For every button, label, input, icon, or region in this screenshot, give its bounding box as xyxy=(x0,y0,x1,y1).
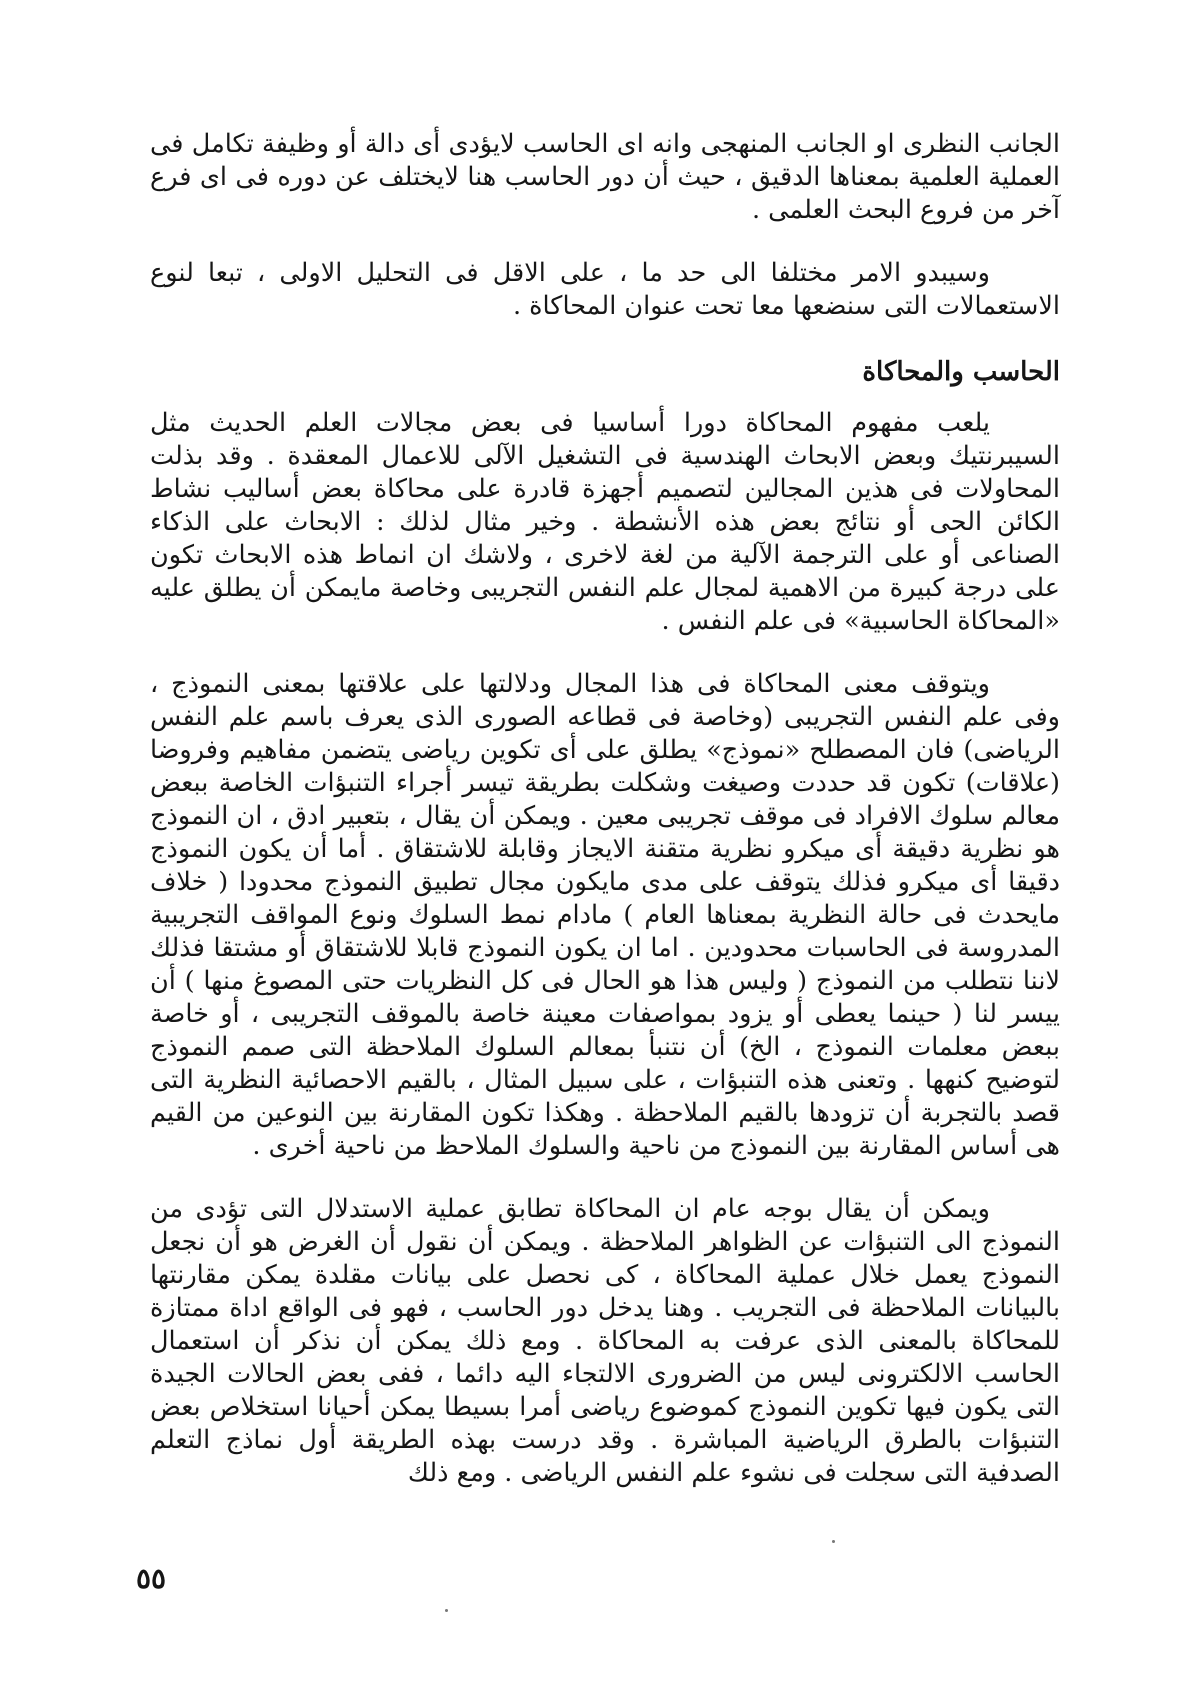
paragraph-gap xyxy=(150,323,1060,353)
page-text-body xyxy=(150,128,1060,1490)
paragraph-body-1: يلعب مفهوم المحاكاة دورا أساسيا فى بعض مجالات العلم الحديث مثل السيبرنتيك وبعض الابحاث الهندسية فى التشغيل الآلى للاعمال المعقدة . وقد بذلت المحاولات فى هذين المجالين لتصميم أجهزة قادرة على محاكاة بعض أساليب نشاط الكائن الحى أو نتائج بعض هذه الأنشطة . وخير مثال لذلك : الابحاث على الذكاء الصناعى أو على الترجمة الآلية من لغة لاخرى ، ولاشك ان انماط هذه الابحاث تكون على درجة كبيرة من الاهمية لمجال علم النفس التجريبى وخاصة مايمكن أن يطلق عليه «المحاكاة الحاسبية» فى علم النفس . xyxy=(150,408,1060,636)
paragraph-gap xyxy=(150,638,1060,668)
paragraph-intro-1: الجانب النظرى او الجانب المنهجى وانه اى الحاسب لايؤدى أى دالة أو وظيفة تكامل فى العملية العلمية بمعناها الدقيق ، حيث أن دور الحاسب هنا لايختلف عن دوره فى اى فرع آخر من فروع البحث العلمى . xyxy=(150,129,1060,225)
paragraph-body-3: ويمكن أن يقال بوجه عام ان المحاكاة تطابق عملية الاستدلال التى تؤدى من النموذج الى التنبؤات عن الظواهر الملاحظة . ويمكن أن نقول أن الغرض هو أن نجعل النموذج يعمل خلال عملية المحاكاة ، كى نحصل على بيانات مقلدة يمكن مقارنتها بالبيانات الملاحظة فى التجريب . وهنا يدخل دور الحاسب ، فهو فى الواقع اداة ممتازة للمحاكاة بالمعنى الذى عرفت به المحاكاة . ومع ذلك يمكن أن نذكر أن استعمال الحاسب الالكترونى ليس من الضرورى الالتجاء اليه دائما ، ففى بعض الحالات الجيدة التى يكون فيها تكوين النموذج كموضوع رياضى أمرا بسيطا يمكن أحيانا استخلاص بعض التنبؤات بالطرق الرياضية المباشرة . وقد درست بهذه الطريقة أول نماذج التعلم الصدفية التى سجلت فى نشوء علم النفس الرياضى . ومع ذلك xyxy=(150,1194,1060,1488)
scan-speck xyxy=(445,1609,448,1612)
paragraph-gap xyxy=(150,227,1060,257)
paragraph-gap xyxy=(150,1163,1060,1193)
page-number: ٥٥ xyxy=(136,1562,167,1595)
paragraph-body-2: ويتوقف معنى المحاكاة فى هذا المجال ودلالتها على علاقتها بمعنى النموذج ، وفى علم النفس التجريبى (وخاصة فى قطاعه الصورى الذى يعرف باسم علم النفس الرياضى) فان المصطلح «نموذج» يطلق على أى تكوين رياضى يتضمن مفاهيم وفروضا (علاقات) تكون قد حددت وصيغت وشكلت بطريقة تيسر أجراء التنبؤات الخاصة ببعض معالم سلوك الافراد فى موقف تجريبى معين . ويمكن أن يقال ، بتعبير ادق ، ان النموذج هو نظرية دقيقة أى ميكرو نظرية متقنة الايجاز وقابلة للاشتقاق . أما أن يكون النموذج دقيقا أى ميكرو فذلك يتوقف على مدى مايكون مجال تطبيق النموذج محدودا ( خلاف مايحدث فى حالة النظرية بمعناها العام ) مادام نمط السلوك ونوع المواقف التجريبية المدروسة فى الحاسبات محدودين . اما ان يكون النموذج قابلا للاشتقاق أو مشتقا فذلك لاننا نتطلب من النموذج ( وليس هذا هو الحال فى كل النظريات حتى المصوغ منها ) أن ييسر لنا ( حينما يعطى أو يزود بمواصفات معينة خاصة بالموقف التجريبى ، أو خاصة ببعض معلمات النموذج ، الخ) أن نتنبأ بمعالم السلوك الملاحظة التى صمم النموذج لتوضيح كنهها . وتعنى هذه التنبؤات ، على سبيل المثال ، بالقيم الاحصائية النظرية التى قصد بالتجربة أن تزودها بالقيم الملاحظة . وهكذا تكون المقارنة بين النوعين من القيم هى أساس المقارنة بين النموذج من ناحية والسلوك الملاحظ من ناحية أخرى . xyxy=(150,669,1060,1161)
paragraph-intro-2: وسيبدو الامر مختلفا الى حد ما ، على الاقل فى التحليل الاولى ، تبعا لنوع الاستعمالات التى سنضعها معا تحت عنوان المحاكاة . xyxy=(150,258,1060,321)
scan-speck xyxy=(832,1540,835,1543)
section-heading: الحاسب والمحاكاة xyxy=(862,357,1060,387)
